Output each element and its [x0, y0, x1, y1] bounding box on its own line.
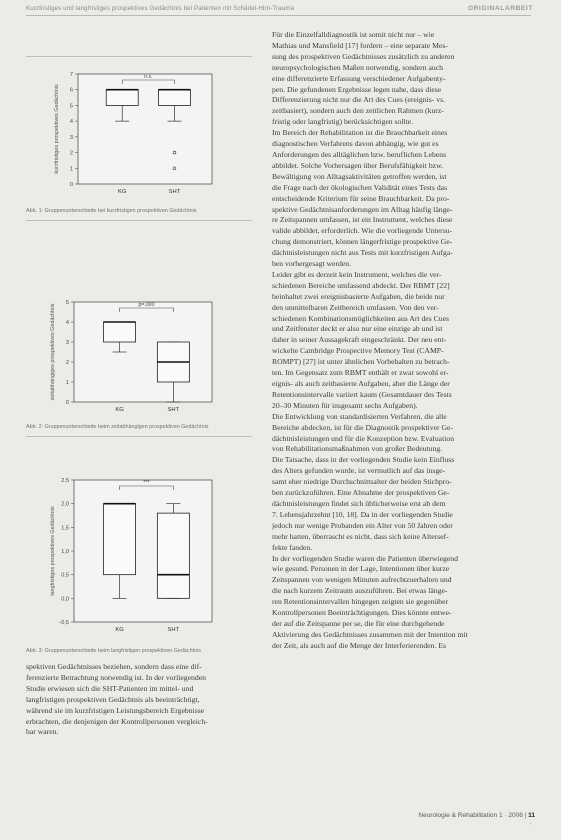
figure-1-top-rule — [26, 56, 252, 57]
right-column-line: valide abbildet, erforderlich. Wie die vorliegende Untersu- — [272, 226, 453, 236]
running-title: Kurzfristiges und langfristiges prospektives Gedächtnis bei Patienten mit Schädel-Hirn-Trauma — [26, 5, 295, 12]
y-tick-label: 7 — [69, 72, 73, 78]
figure-3 — [26, 470, 252, 638]
footer-page-number: 11 — [528, 812, 535, 819]
y-tick-label: 5 — [65, 300, 69, 306]
y-tick-label: 1 — [69, 166, 73, 173]
right-column-line: wie gesund. Personen in der Lage, Intentionen über kurze — [272, 564, 450, 574]
right-column-line: re Zeitspannen umfassen, ist ein Instrument, welches diese — [272, 215, 453, 225]
left-column-line: ferenzierte Betrachtung notwendig ist. In der vorliegenden — [26, 672, 206, 682]
figure-2 — [26, 296, 252, 420]
right-column-line: Aktivierung des Gedächtnisses zusammen mit der Intention mit — [272, 629, 468, 639]
y-axis-label: kurzfristiges prospektives Gedächtnis — [54, 84, 60, 174]
right-column-line: ben vorhergesagt werden. — [272, 259, 352, 269]
right-column-line: ROMPT) [27] ist unter ähnlichen Vorbehalten zu betrach- — [272, 357, 450, 367]
figure-3-caption: Abb. 3: Gruppenunterschiede beim langfristigen prospektiven Gedächtnis — [26, 648, 202, 654]
figure-1-boxplot — [26, 62, 252, 204]
right-column-line: dächtnisleistungen und für die Konzeption bzw. Evaluation — [272, 433, 455, 443]
box-sht — [157, 513, 189, 598]
y-tick-label: 1,5 — [61, 525, 69, 532]
right-column-line: fristig oder langfristig) berücksichtigen sollte. — [272, 117, 414, 127]
x-category-label: SHT — [167, 407, 180, 413]
y-tick-label: 2,0 — [61, 501, 69, 508]
significance-label: *** — [143, 480, 150, 486]
y-tick-label: -0,5 — [59, 620, 69, 626]
y-axis-label: langfristiges prospektives Gedächtnis — [50, 506, 56, 596]
x-category-label: SHT — [168, 189, 181, 195]
right-column-line: In der vorliegenden Studie waren die Patienten überwiegend — [272, 553, 458, 563]
y-tick-label: 5 — [69, 103, 73, 110]
x-category-label: KG — [118, 189, 127, 195]
right-column-line: Bewältigung von Alltagsaktivitäten getroffen werden, ist — [272, 171, 447, 181]
footer: Neurologie & Rehabilitation 1 · 2006 | 11 — [418, 812, 535, 819]
x-category-label: KG — [115, 627, 124, 633]
right-column-line: mehr hatten, überrascht es nicht, dass sich keine Altersef- — [272, 531, 449, 541]
x-category-label: KG — [115, 407, 124, 413]
right-column-line: daher in seiner Aussagekraft eingeschränkt. Der neu ent- — [272, 335, 447, 345]
right-column-line: Kontrollpersonen Beeinträchtigungen. Dies könnte entwe- — [272, 608, 452, 618]
figure-2-top-rule — [26, 220, 252, 221]
right-column-line: Zeitspannen von wenigen Minuten aufrechtzuerhalten und — [272, 575, 452, 585]
right-column-line: zeitbasiert), sondern auch den zeitlichen Rahmen (kurz- — [272, 106, 444, 116]
plot-frame — [74, 480, 212, 622]
right-column-line: und Zeitfenster deckt er also nur eine einzige ab und ist — [272, 324, 443, 334]
box-sht — [158, 90, 190, 106]
section-label: ORIGINALARBEIT — [467, 5, 533, 12]
y-tick-label: 0 — [65, 400, 69, 406]
y-tick-label: 0,0 — [61, 596, 69, 603]
right-column-line: wickelte Cambridge Prospective Memory Test (CAMP- — [272, 346, 444, 356]
left-column-line: während sie im kurzfristigen Leistungsbereich Ergebnisse — [26, 705, 205, 715]
y-tick-label: 3 — [69, 134, 73, 141]
right-column-line: Anforderungen des alltäglichen bzw. beruflichen Lebens — [272, 149, 447, 159]
right-column-line: schiedenen Kombinationsmöglichkeiten aus Art des Cues — [272, 313, 449, 323]
left-column-line: erbrachten, die denjenigen der Kontrollpersonen vergleich- — [26, 716, 208, 726]
right-column-line: jedoch nur wenige Probanden ein Alter von 50 Jahren oder — [272, 520, 453, 530]
x-category-label: SHT — [167, 627, 180, 633]
right-column-line: eine differenzierte Erfassung verschiedener Aufgabenty- — [272, 73, 446, 83]
y-tick-label: 0 — [69, 182, 73, 188]
left-column-line: Studie erwiesen sich die SHT-Patienten im mittel- und — [26, 683, 194, 693]
right-column-line: ren Retentionsintervallen hingegen zeigten sie gegenüber — [272, 597, 449, 607]
y-tick-label: 2,5 — [61, 478, 69, 484]
y-tick-label: 0,5 — [61, 572, 69, 579]
right-column-line: entscheidende Kriterium für seine Brauchbarkeit. Da pro- — [272, 193, 450, 203]
left-column-text — [26, 662, 262, 738]
y-tick-label: 4 — [65, 320, 69, 326]
figure-1-caption: Abb. 1: Gruppenunterschiede bei kurzfristigen prospektiven Gedächtnis — [26, 208, 197, 214]
right-column-line: ten. Im Gegensatz zum RBMT enthält er zwar sowohl er- — [272, 368, 449, 378]
box-kg — [104, 322, 136, 342]
right-column-line: 7. Lebensjahrzehnt [10, 18]. Da in der vorliegenden Studie — [272, 509, 453, 519]
right-column-line: Die Tatsache, dass in der vorliegenden Studie kein Einfluss — [272, 455, 455, 465]
y-tick-label: 3 — [65, 340, 69, 346]
right-column-line: ben zurückzuführen. Eine Abnahme der prospektiven Ge- — [272, 488, 450, 498]
right-column-line: sung des prospektiven Gedächtnisses zusätzlich zu anderen — [272, 51, 455, 61]
right-column-line: die nach kurzem Zeitraum auszuführen. Bei etwas länge- — [272, 586, 448, 596]
right-column-line: dächtnisleistungen nicht aus Tests mit kurzfristigen Aufga- — [272, 248, 453, 258]
right-column-line: des Alters gefunden wurde, ist vermutlich auf das insge- — [272, 466, 446, 476]
figure-1 — [26, 62, 252, 204]
plot-frame — [78, 74, 212, 184]
figure-3-boxplot — [26, 470, 252, 638]
right-column-line: pen. Die gefundenen Ergebnisse legen nahe, dass diese — [272, 84, 442, 94]
header-rule — [26, 15, 531, 16]
right-column-line: Retentionsintervalle variiert kaum (Gesamtdauer des Tests — [272, 389, 452, 399]
right-column-line: Die Entwicklung von standardisierten Verfahren, die alle — [272, 411, 447, 421]
y-tick-label: 1 — [65, 380, 69, 386]
right-column-line: schiedenen Bereiche umfassend abdeckt. Der RBMT [22] — [272, 280, 450, 290]
y-tick-label: 1,0 — [61, 549, 69, 555]
left-column-line: langfristigen prospektiven Gedächtnis als beeinträchtigt, — [26, 694, 200, 704]
y-tick-label: 2 — [65, 360, 69, 366]
y-tick-label: 2 — [69, 150, 73, 157]
right-column-line: beinhaltet zwei ereignisbasierte Aufgaben, die beide nur — [272, 291, 445, 301]
right-column-line: diagnostischen Verfahrens davon abhängig, wie gut es — [272, 139, 439, 149]
right-column-line: 20–30 Minuten für insgesamt sechs Aufgaben). — [272, 400, 418, 410]
right-column-line: den unmittelbaren Zeitbereich umfassen. Von den ver- — [272, 302, 439, 312]
significance-label: p=.000 — [138, 302, 155, 308]
right-column-line: die Frage nach der ökologischen Validität eines Tests das — [272, 182, 448, 192]
right-column-line: samt eher niedrige Durchschnittsalter der beiden Stichpro- — [272, 477, 452, 487]
right-column-line: der auf die Zeitspanne per se, die für eine durchgehende — [272, 618, 445, 628]
right-column-line: chung demonstriert, können längerfristige prospektive Ge- — [272, 237, 453, 247]
right-column-line: neuropsychologischen Maßen notwendig, sondern auch — [272, 62, 444, 72]
right-column-line: dächtnisleistungen findet sich üblicherweise erst ab dem — [272, 498, 446, 508]
left-column-line: bar waren. — [26, 727, 59, 737]
left-column-line: spektiven Gedächtnisses beziehen, sondern dass eine dif- — [26, 662, 202, 671]
significance-label: n.s. — [144, 74, 153, 80]
right-column-line: eignis- als auch zeitbasierte Aufgaben, aber die Länge der — [272, 379, 450, 388]
right-column-line: Differenzierung nicht nur die Art des Cues (ereignis- vs. — [272, 95, 445, 105]
right-column-text — [272, 30, 520, 652]
right-column-line: von Rehabilitationsmaßnahmen von großer Bedeutung. — [272, 444, 443, 454]
right-column-line: fekte fanden. — [272, 542, 313, 552]
figure-2-caption: Abb. 2: Gruppenunterschiede beim zeitabhängigen prospektiven Gedächtnis — [26, 424, 209, 430]
box-kg — [104, 504, 136, 575]
y-tick-label: 6 — [69, 87, 73, 94]
box-kg — [106, 90, 138, 106]
right-column-line: abbildet. Solche Vorhersagen über Berufsfähigkeit bzw. — [272, 160, 444, 170]
figure-3-top-rule — [26, 436, 252, 437]
figure-2-boxplot — [26, 296, 252, 420]
y-tick-label: 4 — [69, 119, 73, 126]
plot-frame — [74, 302, 212, 402]
right-column-line: Für die Einzelfalldiagnostik ist somit nicht nur – wie — [272, 30, 435, 39]
y-axis-label: zeitabhängiges prospektives Gedächtnis — [50, 303, 56, 401]
page-mark: ' — [529, 823, 531, 829]
right-column-line: Mathias und Mansfield [17] fordern – eine separate Mes- — [272, 40, 448, 50]
right-column-line: spektive Gedächtnisanforderungen im Alltag häufig länge- — [272, 204, 453, 214]
footer-journal: Neurologie & Rehabilitation 1 · 2006 — [418, 812, 523, 819]
right-column-line: Im Bereich der Rehabilitation ist die Brauchbarkeit eines — [272, 128, 448, 138]
right-column-line: Bereiche abdecken, ist für die Diagnostik prospektiver Ge- — [272, 422, 454, 432]
right-column-line: der Zeit, als auch auf die Menge der Interferierenden. Es — [272, 640, 446, 650]
right-column-line: Leider gibt es derzeit kein Instrument, welches die ver- — [272, 269, 442, 279]
